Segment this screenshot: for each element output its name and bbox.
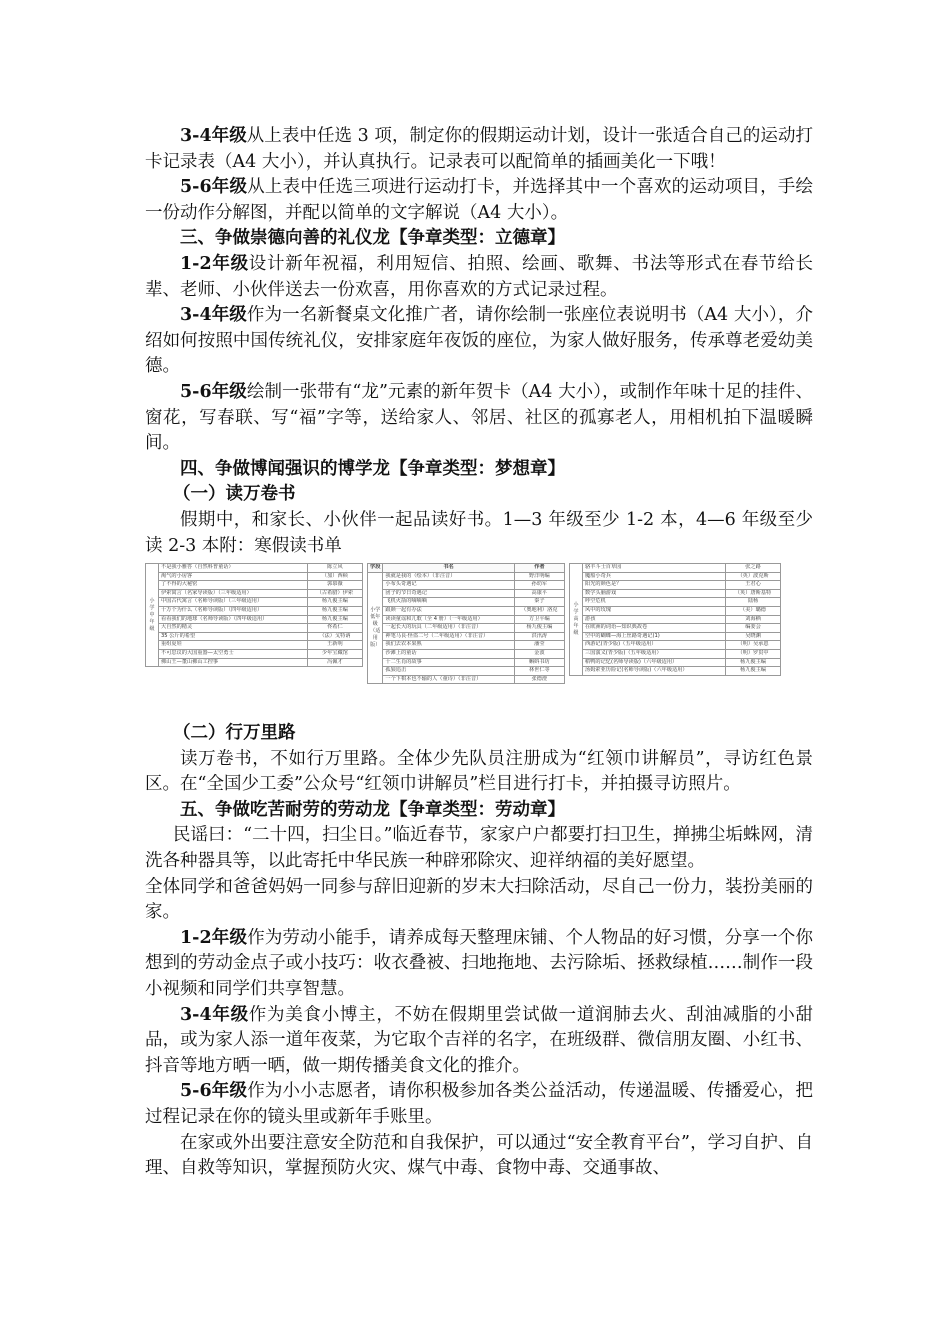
book-author-cell: 王君心 [726, 581, 781, 590]
book-author-cell: 张之路 [726, 564, 781, 573]
grade-text: 作为劳动小能手，请养成每天整理床铺、个人物品的好习惯，分享一个你想到的劳动金点子或小技巧：收衣叠被、扫地拖地、去污除垢、拯救绿植……制作一段小视频和同学们共享智慧。 [145, 927, 813, 1000]
section-heading: 四、争做博闻强识的博学龙【争章类型：梦想章】 [180, 458, 565, 479]
book-title-cell: 中国古代寓言（名师导读版）（三年级适用） [159, 598, 308, 607]
book-title-cell: 数学头脑游戏 [583, 589, 726, 598]
grade-label: 5-6年级 [180, 1081, 248, 1102]
book-title-cell: 大自然的精灵 [159, 624, 308, 633]
table-row [570, 615, 781, 624]
book-title-cell: 小布头奇遇记 [383, 581, 514, 590]
grade-paragraph [145, 303, 813, 380]
book-title-cell: 淘气的小房客 [159, 572, 308, 581]
book-author-cell: 蝌蚪书坊 [514, 658, 564, 667]
book-author-cell: 杨九俊主编 [514, 624, 564, 633]
book-title-cell: 团子的节日奇遇记 [383, 589, 514, 598]
reading-table-middle-grade [145, 563, 363, 667]
grade-paragraph [145, 175, 813, 226]
book-author-cell: 潘莹 [514, 641, 564, 650]
table-row [368, 641, 565, 650]
grade-text: 从上表中任选 3 项，制定你的假期运动计划，设计一张适合自己的运动打卡记录表（A4 大小），并认真执行。记录表可以配简单的插画美化一下哦！ [145, 126, 813, 172]
book-title-cell: 飞机火箭的嘀嘀嘀 [383, 598, 514, 607]
table-row [570, 650, 781, 659]
book-title-cell: 佛山王—董山佛山工控事 [159, 658, 308, 667]
book-title-cell: 35 公斤的希望 [159, 632, 308, 641]
table-row [368, 598, 565, 607]
book-title-cell: 不可思议的大国重器—太空勇士 [159, 650, 308, 659]
book-author-cell: 杨九俊主编 [307, 598, 362, 607]
grade-paragraph [145, 1079, 813, 1130]
table-row [146, 650, 363, 659]
book-title-cell: 魔船小奇兵 [583, 572, 726, 581]
book-author-cell: 刘海栖 [726, 615, 781, 624]
table-row [570, 581, 781, 590]
grade-text: 作为美食小博主，不妨在假期里尝试做一道润肺去火、刮油减脂的小甜品，或为家人添一道年夜菜，为它取个吉祥的名字，在班级群、微信朋友圈、小红书、抖音等地方晒一晒，做一期传播美食文化的推介。 [145, 1004, 813, 1076]
table-row [146, 572, 363, 581]
book-author-cell: （法）戈特讷 [307, 632, 362, 641]
table-row [146, 564, 363, 573]
section-heading: 三、争做崇德向善的礼仪龙【争章类型：立德章】 [180, 228, 565, 249]
paragraph: 在家或外出要注意安全防范和自我保护，可以通过“安全教育平台”，学习自护、自理、自救等知识，掌握预防火灾、煤气中毒、食物中毒、交通事故、 [145, 1132, 813, 1179]
book-title-cell: 一起长大的玩具（二年级适用）（非注音） [383, 624, 514, 633]
grade-paragraph [145, 124, 813, 175]
table-row [570, 572, 781, 581]
book-title-cell: 西游记(青少版)（五年级适用） [583, 641, 726, 650]
grade-text: 设计新年祝福，利用短信、拍照、绘画、歌舞、书法等形式在春节给长辈、老师、小伙伴送去一份欢喜，用你喜欢的方式记录过程。 [145, 253, 813, 300]
book-title-cell: 风中的玫瑰 [583, 607, 726, 616]
book-author-cell: 少年宝藏馆 [307, 650, 362, 659]
book-author-cell: （英）波克斯 [726, 572, 781, 581]
table-row [570, 598, 781, 607]
grade-paragraph [145, 926, 813, 1003]
book-title-cell: 稻鸭的记忆(名师导读版)（六年级适用） [583, 658, 726, 667]
table-row [368, 632, 565, 641]
book-title-cell: 三国演义(青少版)（五年级适用） [583, 650, 726, 659]
book-author-cell: 秦子 [514, 598, 564, 607]
table-row [570, 658, 781, 667]
book-author-cell: 郭慕薇 [307, 581, 362, 590]
table-group-label: 小学中年级 [146, 564, 159, 667]
book-author-cell: （奥地利）洛克 [514, 607, 564, 616]
table-row [368, 675, 565, 684]
paragraph: 民谣曰：“二十四，扫尘日。”临近春节，家家户户都要打扫卫生，掸拂尘垢蛛网，清洗各种器具等，以此寄托中华民族一种辟邪除灾、迎祥纳福的美好愿望。 [145, 825, 813, 872]
table-row [570, 641, 781, 650]
table-row [368, 572, 565, 581]
table-row [146, 615, 363, 624]
table-header-row [368, 564, 565, 573]
book-author-cell: （明）罗贯中 [726, 650, 781, 659]
reading-list-tables [145, 563, 813, 713]
book-title-cell: 看看我们的地球（名师导读版）（四年级适用） [159, 615, 308, 624]
book-title-cell: 空中的蝴蝶—海上丝路奇遇记(1) [583, 632, 726, 641]
reading-table-lower-grade [367, 563, 565, 684]
book-author-cell: （古希腊）伊索 [307, 589, 362, 598]
table-row [146, 641, 363, 650]
book-title-cell: 阳光的颜色是？ [583, 581, 726, 590]
book-author-cell: 杨九俊主编 [726, 658, 781, 667]
sub-heading: （一）读万卷书 [173, 484, 296, 505]
grade-label: 1-2年级 [180, 927, 248, 948]
book-author-cell: 吴晓渊 [726, 632, 781, 641]
document-page [145, 124, 813, 1182]
table-row [368, 624, 565, 633]
book-author-cell: 林世仁等 [514, 667, 564, 676]
table-row [368, 667, 565, 676]
book-author-cell: 金波 [514, 650, 564, 659]
document-body-bottom [145, 721, 813, 1182]
grade-label: 5-6年级 [180, 177, 248, 198]
table-group-label: 小学高年级 [570, 564, 583, 676]
table-header-cell: 学段 [368, 564, 383, 573]
book-author-cell: （英）唐斯基特 [726, 589, 781, 598]
table-row [368, 650, 565, 659]
book-author-cell: （美）璐德 [726, 607, 781, 616]
table-row [368, 607, 565, 616]
grade-text: 作为一名新餐桌文化推广者，请你绘制一张座位表说明书（A4 大小），介绍如何按照中国传统礼仪，安排家庭年夜饭的座位，为家人做好服务，传承尊老爱幼美德。 [145, 305, 813, 377]
book-author-cell: 洪汛涛 [514, 632, 564, 641]
book-title-cell: 十二生肖的故事 [383, 658, 514, 667]
table-row [570, 632, 781, 641]
book-author-cell: 杨九俊主编 [307, 615, 362, 624]
table-row [570, 667, 781, 676]
table-row [368, 658, 565, 667]
book-title-cell: 了不得的大秘密 [159, 581, 308, 590]
table-row [570, 624, 781, 633]
book-author-cell: 杨九俊主编 [726, 667, 781, 676]
book-author-cell: 杨九俊主编 [307, 607, 362, 616]
table-row [146, 624, 363, 633]
table-row [368, 589, 565, 598]
sub-heading: （二）行万里路 [173, 723, 296, 744]
table-row [146, 581, 363, 590]
book-title-cell: 伊索寓言（名家导读版）（三年级适用） [159, 589, 308, 598]
book-title-cell: 十万个为什么（名师导读版）（四年级适用） [159, 607, 308, 616]
book-author-cell: 野洋明编 [514, 572, 564, 581]
book-title-cell: 我就是我的（绘本）（非注音） [383, 572, 514, 581]
book-title-cell: 跟颜一起有办法 [383, 607, 514, 616]
book-author-cell: 陆杨 [726, 598, 781, 607]
book-title-cell: 我们去农本果熟 [383, 641, 514, 650]
table-row [146, 632, 363, 641]
book-author-cell: 陈立风 [307, 564, 362, 573]
table-header-cell: 书名 [383, 564, 514, 573]
table-row [570, 607, 781, 616]
book-author-cell: 编委会 [726, 624, 781, 633]
book-title-cell: 汤姆索亚历险记(名师导读版)（六年级适用） [583, 667, 726, 676]
book-title-cell: 重组夏娃 [159, 641, 308, 650]
book-author-cell: （加）西顿 [307, 572, 362, 581]
table-header-cell: 作者 [514, 564, 564, 573]
grade-text: 绘制一张带有“龙”元素的新年贺卡（A4 大小），或制作年味十足的挂件、窗花，写春联、写“福”字等，送给家人、邻居、社区的孤寡老人，用相机拍下温暖瞬间。 [145, 381, 813, 454]
book-title-cell: 骆羊斗士百草园 [583, 564, 726, 573]
book-title-cell: 神笔马良·怪盗二号（二年级适用）（非注音） [383, 632, 514, 641]
paragraph: 假期中，和家长、小伙伴一起品读好书。1—3 年级至少 1-2 本，4—6 年级至少读 2-3 本附：寒假读书单 [145, 509, 813, 556]
book-title-cell: 游孩 [583, 615, 726, 624]
book-title-cell: 孤狼追击 [383, 667, 514, 676]
book-title-cell: 不是我小雅答（自然科普童话） [159, 564, 308, 573]
book-author-cell: 孙幼军 [514, 581, 564, 590]
document-body-top [145, 124, 813, 559]
grade-text: 作为小小志愿者，请你积极参加各类公益活动，传递温暖、传播爱心，把过程记录在你的镜头里或新年手账里。 [145, 1081, 813, 1127]
table-row [368, 581, 565, 590]
table-row [146, 607, 363, 616]
book-title-cell: 读读童谣和儿歌（全 4 册）（一年级适用） [383, 615, 514, 624]
grade-paragraph [145, 380, 813, 457]
book-author-cell: 冯佩才 [307, 658, 362, 667]
grade-label: 3-4年级 [180, 305, 247, 326]
table-row [146, 658, 363, 667]
table-group-label: 小学低年级（适用版） [368, 572, 383, 684]
grade-label: 3-4年级 [180, 126, 247, 146]
book-author-cell: 方卫平编 [514, 615, 564, 624]
section-heading: 五、争做吃苦耐劳的劳动龙【争章类型：劳动章】 [180, 799, 565, 820]
grade-label: 1-2年级 [180, 253, 249, 274]
paragraph: 全体同学和爸爸妈妈一同参与辞旧迎新的岁末大扫除活动，尽自己一份力，装扮美丽的家。 [145, 876, 813, 923]
table-row [570, 589, 781, 598]
grade-label: 5-6年级 [180, 381, 247, 402]
book-title-cell: 呼空危机 [583, 598, 726, 607]
reading-table-upper-grade [569, 563, 781, 676]
book-title-cell: 一个下棋本也不输的人（童诗）（非注音） [383, 675, 514, 684]
grade-paragraph [145, 1003, 813, 1080]
book-title-cell: 在欧洲的词语—知识典故卷 [583, 624, 726, 633]
table-row [146, 589, 363, 598]
book-title-cell: 沙滩上的童话 [383, 650, 514, 659]
book-author-cell: 高康平 [514, 589, 564, 598]
book-author-cell: 王新明 [307, 641, 362, 650]
grade-text: 从上表中任选三项进行运动打卡，并选择其中一个喜欢的运动项目，手绘一份动作分解图，并配以简单的文字解说（A4 大小）。 [145, 177, 813, 223]
grade-label: 3-4年级 [180, 1004, 249, 1025]
paragraph: 读万卷书，不如行万里路。全体少先队员注册成为“红领巾讲解员”，寻访红色景区。在“全国少工委”公众号“红领巾讲解员”栏目进行打卡，并拍摄寻访照片。 [145, 748, 813, 795]
book-author-cell: 张德澄 [514, 675, 564, 684]
book-author-cell: （明）吴承恩 [726, 641, 781, 650]
grade-paragraph [145, 252, 813, 303]
book-author-cell: 佟希仁 [307, 624, 362, 633]
table-row [368, 615, 565, 624]
table-row [146, 598, 363, 607]
table-row [570, 564, 781, 573]
